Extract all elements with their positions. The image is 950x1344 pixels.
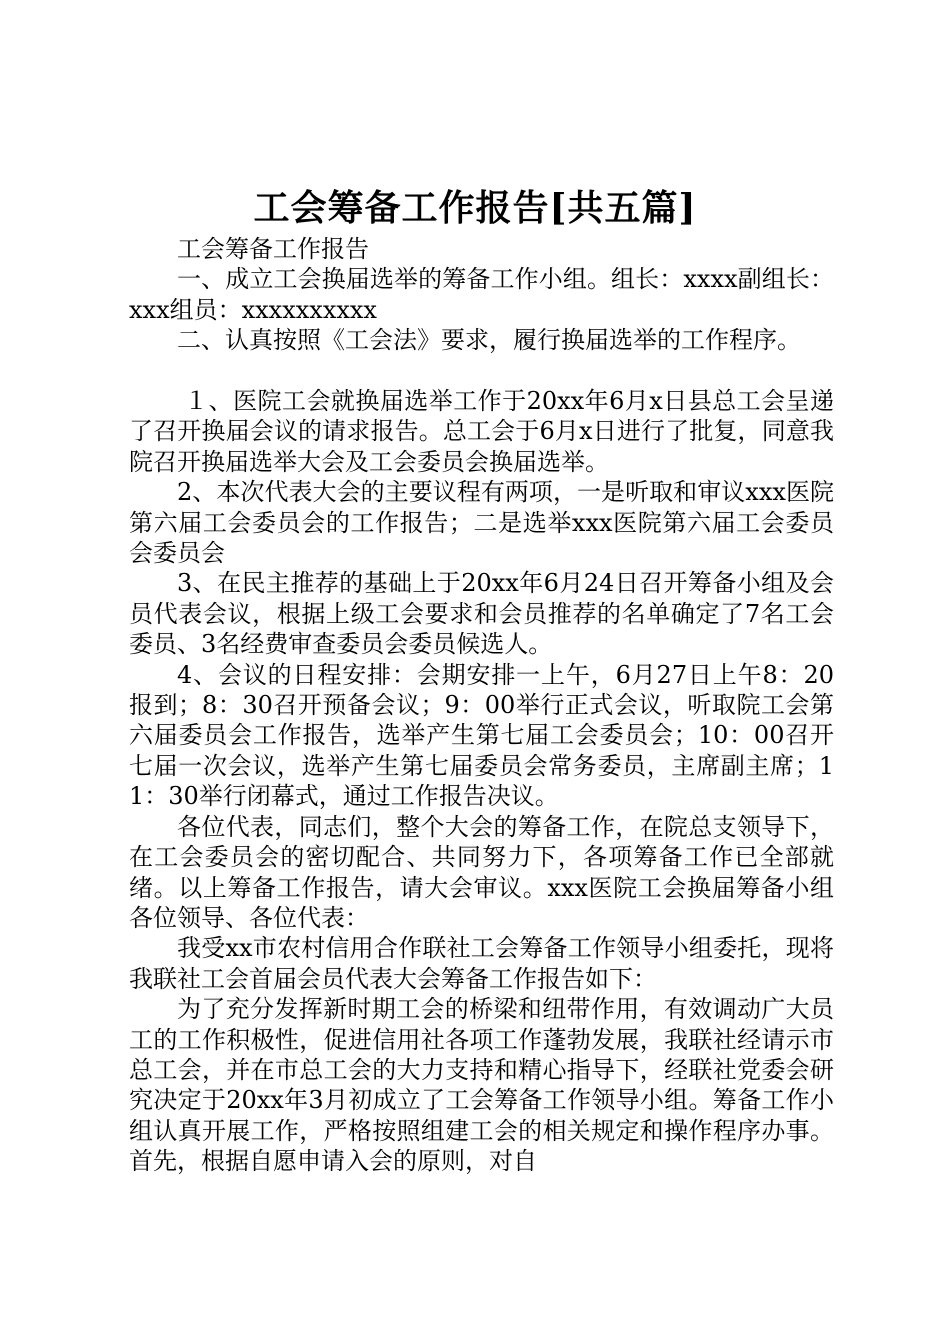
blank-line [129, 356, 834, 386]
document-body [129, 234, 834, 1177]
paragraph-item-3: 3、在民主推荐的基础上于20xx年6月24日召开筹备小组及会员代表会议，根据上级工会要求和会员推荐的名单确定了7名工会委员、3名经费审查委员会委员候选人。 [129, 569, 834, 659]
paragraph-heading: 工会筹备工作报告 [177, 235, 369, 263]
paragraph-section-2: 二、认真按照《工会法》要求，履行换届选举的工作程序。 [177, 326, 801, 355]
paragraph-item-2: 2、本次代表大会的主要议程有两项，一是听取和审议xxx医院第六届工会委员会的工作报告；二是选举xxx医院第六届工会委员会委员会 [129, 478, 834, 568]
paragraph-item-1: １、医院工会就换届选举工作于20xx年6月x日县总工会呈递了召开换届会议的请求报告。总工会于6月x日进行了批复，同意我院召开换届选举大会及工会委员会换届选举。 [129, 387, 834, 476]
document-title: 工会筹备工作报告[共五篇] [253, 187, 697, 229]
paragraph-second-report-intro: 我受xx市农村信用合作联社工会筹备工作领导小组委托，现将我联社工会首届会员代表大会筹备工作报告如下： [129, 934, 834, 993]
paragraph-closing: 各位代表，同志们，整个大会的筹备工作，在院总支领导下，在工会委员会的密切配合、共同努力下，各项筹备工作已全部就绪。以上筹备工作报告，请大会审议。xxx医院工会换届筹备小组各位领导、各位代表： [129, 812, 834, 932]
paragraph-second-report-body: 为了充分发挥新时期工会的桥梁和纽带作用，有效调动广大员工的工作积极性，促进信用社各项工作蓬勃发展，我联社经请示市总工会，并在市总工会的大力支持和精心指导下，经联社党委会研究决定于20xx年3月初成立了工会筹备工作领导小组。筹备工作小组认真开展工作，严格按照组建工会的相关规定和操作程序办事。首先，根据自愿申请入会的原则，对自 [129, 995, 834, 1176]
paragraph-item-4: 4、会议的日程安排：会期安排一上午，6月27日上午8：20报到；8：30召开预备会议；9：00举行正式会议，听取院工会第六届委员会工作报告，选举产生第七届工会委员会；10：00召开七届一次会议，选举产生第七届委员会常务委员，主席副主席；11：30举行闭幕式，通过工作报告决议。 [129, 660, 834, 811]
paragraph-section-1: 一、成立工会换届选举的筹备工作小组。组长：xxxx副组长：xxx组员：xxxxxxxxxx [129, 265, 834, 324]
